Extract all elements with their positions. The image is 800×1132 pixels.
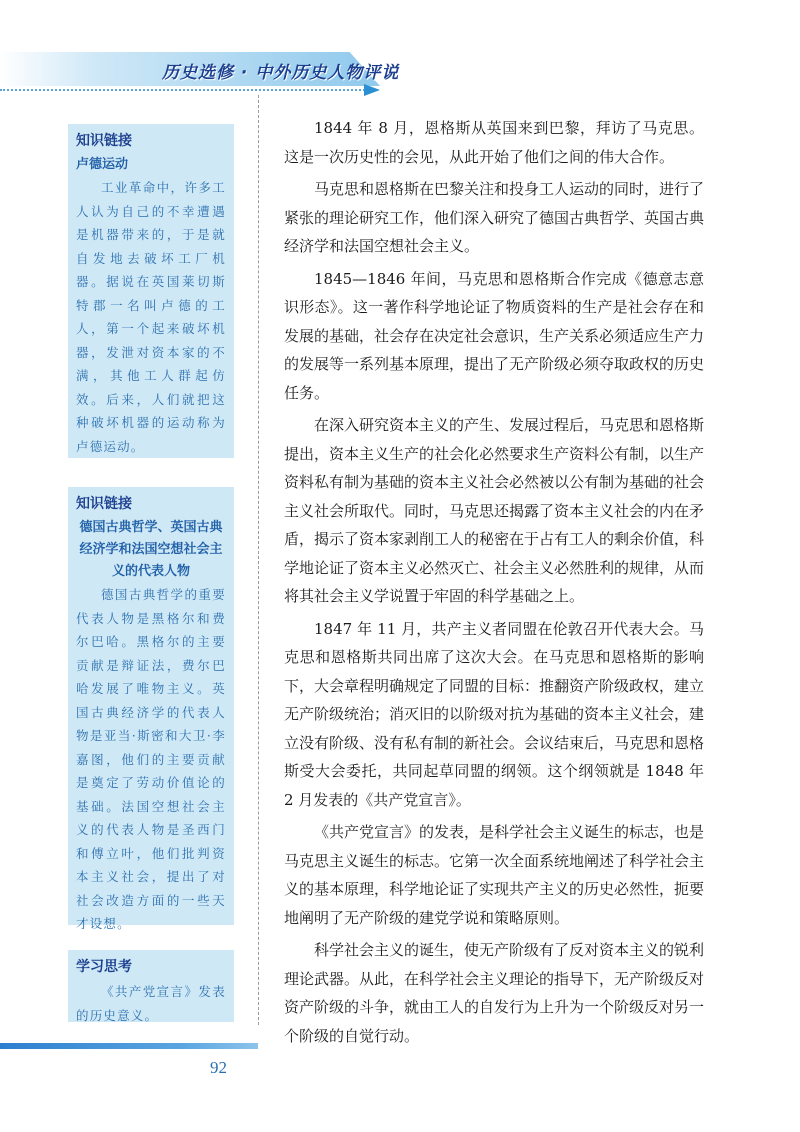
sidebar-box-study-thinking (68, 950, 234, 1022)
sidebar-box1-subtitle: 卢德运动 (76, 157, 129, 172)
paragraph: 马克思和恩格斯在巴黎关注和投身工人运动的同时，进行了紧张的理论研究工作，他们深入研究了德国古典哲学、英国古典经济学和法国空想社会主义。 (284, 180, 705, 255)
header-dotted-rule (0, 89, 372, 91)
sidebar-box3-heading: 学习思考 (76, 959, 132, 975)
footer-bar (0, 1043, 258, 1049)
page-number: 92 (210, 1058, 227, 1077)
sidebar-box1-heading: 知识链接 (76, 133, 132, 149)
sidebar-box2-heading: 知识链接 (76, 496, 132, 512)
paragraph: 1847 年 11 月，共产主义者同盟在伦敦召开代表大会。马克思和恩格斯共同出席了这次大会。在马克思和恩格斯的影响下，大会章程明确规定了同盟的目标：推翻资产阶级政权，建立无产阶级统治；消灭旧的以阶级对抗为基础的资本主义社会，建立没有阶级、没有私有制的新社会。会议结束后，马克思和恩格斯受大会委托，共同起草同盟的纲领。这个纲领就是 1848 年 2 月发表的《共产党宣言》。 (284, 619, 705, 809)
sidebar-box2-text: 德国古典哲学的重要代表人物是黑格尔和费尔巴哈。黑格尔的主要贡献是辩证法，费尔巴哈发展了唯物主义。英国古典经济学的代表人物是亚当·斯密和大卫·李嘉图，他们的主要贡献是奠定了劳动价值论的基础。法国空想社会主义的代表人物是圣西门和傅立叶，他们批判资本主义社会，提出了对社会改造方面的一些天才设想。 (76, 587, 226, 931)
sidebar-box2-subtitle: 德国古典哲学、英国古典经济学和法国空想社会主义的代表人物 (79, 520, 223, 579)
paragraph: 科学社会主义的诞生，使无产阶级有了反对资本主义的锐利理论武器。从此，在科学社会主义理论的指导下，无产阶级反对资产阶级的斗争，就由工人的自发行为上升为一个阶级反对另一个阶级的自觉行动。 (284, 941, 705, 1045)
header-arrow-icon (364, 84, 380, 96)
running-header-title: 历史选修 · 中外历史人物评说 (162, 63, 400, 83)
paragraph: 在深入研究资本主义的产生、发展过程后，马克思和恩格斯提出，资本主义生产的社会化必然要求生产资料公有制，以生产资料私有制为基础的资本主义社会必然被以公有制为基础的社会主义社会所取代。同时，马克思还揭露了资本主义社会的内在矛盾，揭示了资本家剥削工人的秘密在于占有工人的剩余价值，科学地论证了资本主义必然灭亡、社会主义必然胜利的规律，从而将其社会主义学说置于牢固的科学基础之上。 (284, 416, 705, 605)
sidebar-box1-text: 工业革命中，许多工人认为自己的不幸遭遇是机器带来的，于是就自发地去破坏工厂机器。据说在英国莱切斯特郡一名叫卢德的工人，第一个起来破坏机器，发泄对资本家的不满，其他工人群起仿效。后来，人们就把这种破坏机器的运动称为卢德运动。 (76, 180, 226, 454)
main-body-text (284, 114, 704, 1050)
paragraph: 《共产党宣言》的发表，是科学社会主义诞生的标志，也是马克思主义诞生的标志。它第一次全面系统地阐述了科学社会主义的基本原理，科学地论证了实现共产主义的历史必然性，扼要地阐明了无产阶级的建党学说和策略原则。 (284, 823, 705, 927)
sidebar-box-knowledge-link-2 (68, 487, 234, 931)
sidebar-box3-text: 《共产党宣言》发表的历史意义。 (76, 984, 226, 1023)
sidebar-box-knowledge-link-1 (68, 124, 234, 458)
paragraph: 1844 年 8 月，恩格斯从英国来到巴黎，拜访了马克思。这是一次历史性的会见，从此开始了他们之间的伟大合作。 (284, 119, 704, 166)
column-divider (258, 95, 259, 1025)
paragraph: 1845—1846 年间，马克思和恩格斯合作完成《德意志意识形态》。这一著作科学地论证了物质资料的生产是社会存在和发展的基础，社会存在决定社会意识，生产关系必须适应生产力的发展等一系列基本原理，提出了无产阶级必须夺取政权的历史任务。 (284, 269, 705, 402)
